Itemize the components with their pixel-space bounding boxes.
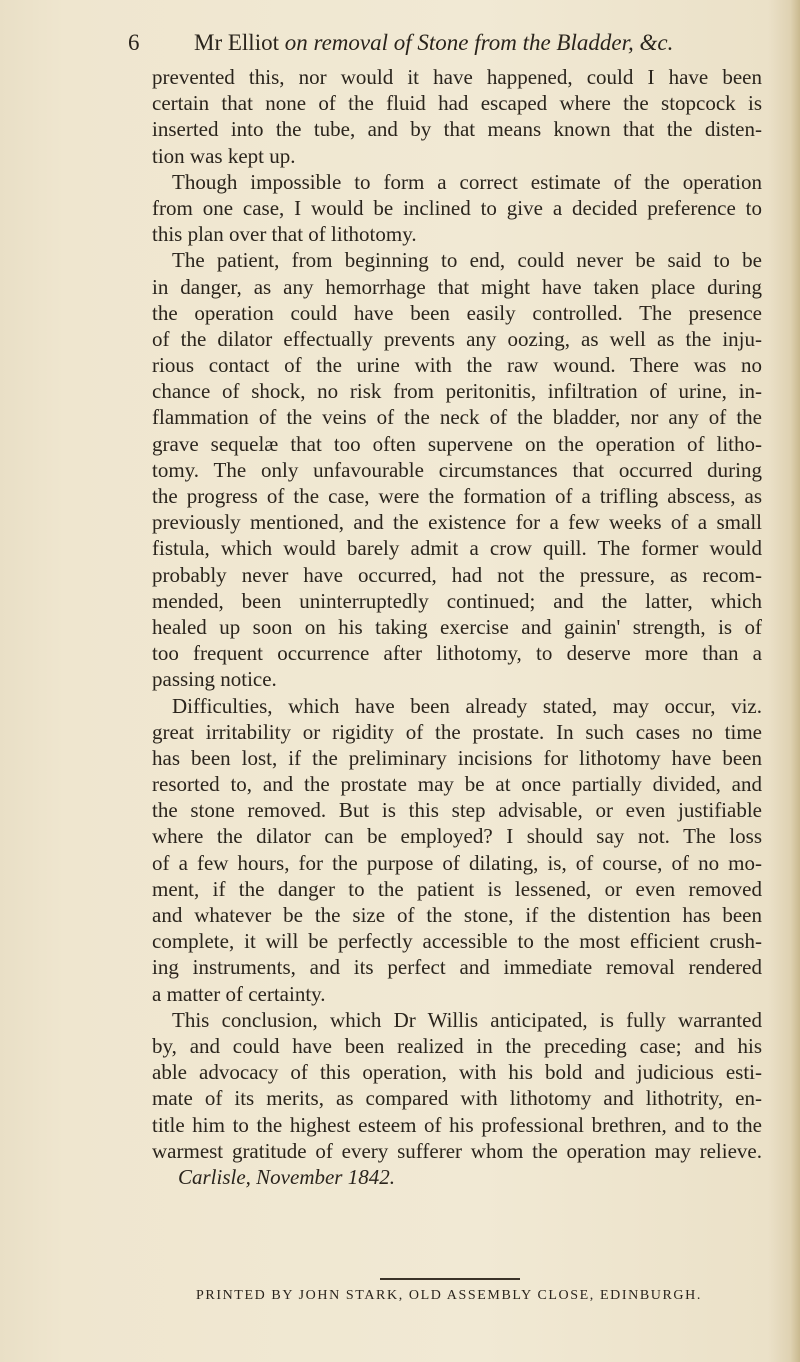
running-header: [128, 30, 748, 62]
text-line: This conclusion, which Dr Willis anticipated, is fully warranted: [172, 1007, 762, 1032]
text-line: this plan over that of lithotomy.: [152, 222, 417, 247]
text-line: tomy. The only unfavourable circumstances that occurred during: [152, 457, 762, 482]
text-line: previously mentioned, and the existence for a few weeks of a small: [152, 510, 762, 535]
text-line: mended, been uninterruptedly continued; and the latter, which: [152, 588, 762, 613]
text-line: a matter of certainty.: [152, 981, 326, 1006]
text-line: grave sequelæ that too often supervene on the operation of litho-: [152, 431, 762, 456]
text-line: chance of shock, no risk from peritonitis, infiltration of urine, in-: [152, 379, 762, 404]
text-line: by, and could have been realized in the preceding case; and his: [152, 1033, 762, 1058]
text-line: title him to the highest esteem of his professional brethren, and to the: [152, 1112, 762, 1137]
text-line: Though impossible to form a correct estimate of the operation: [172, 169, 762, 194]
text-line: rious contact of the urine with the raw wound. There was no: [152, 353, 762, 378]
text-line: warmest gratitude of every sufferer whom the operation may relieve.: [152, 1138, 762, 1163]
text-line: too frequent occurrence after lithotomy, to deserve more than a: [152, 641, 762, 666]
text-line: inserted into the tube, and by that means known that the disten-: [152, 117, 762, 142]
text-line: great irritability or rigidity of the prostate. In such cases no time: [152, 719, 762, 744]
body-text: [152, 64, 762, 1190]
text-line: ment, if the danger to the patient is lessened, or even removed: [152, 876, 762, 901]
text-line: flammation of the veins of the neck of the bladder, nor any of the: [152, 405, 762, 430]
text-line: tion was kept up.: [152, 143, 296, 168]
text-line: The patient, from beginning to end, could never be said to be: [172, 248, 762, 273]
page-edge: [790, 0, 800, 1362]
text-line: passing notice.: [152, 667, 277, 692]
text-line: from one case, I would be inclined to give a decided preference to: [152, 195, 762, 220]
running-title-plain: Mr Elliot: [194, 30, 285, 55]
running-title-italic: on removal of Stone from the Bladder, &c.: [284, 30, 674, 55]
text-line: resorted to, and the prostate may be at once partially divided, and: [152, 772, 762, 797]
text-line: in danger, as any hemorrhage that might have taken place during: [152, 274, 762, 299]
text-line: mate of its merits, as compared with lithotomy and lithotrity, en-: [152, 1086, 762, 1111]
text-line: the operation could have been easily controlled. The presence: [152, 300, 762, 325]
text-line: of the dilator effectually prevents any oozing, as well as the inju-: [152, 326, 762, 351]
text-line: able advocacy of this operation, with his bold and judicious esti-: [152, 1060, 762, 1085]
divider-rule: [380, 1278, 520, 1280]
text-line: healed up soon on his taking exercise and gainin' strength, is of: [152, 614, 762, 639]
running-title: [194, 30, 673, 56]
signature-line: Carlisle, November 1842.: [178, 1164, 395, 1189]
page-number: 6: [128, 30, 140, 55]
text-line: and whatever be the size of the stone, if the distention has been: [152, 903, 762, 927]
text-line: has been lost, if the preliminary incisions for lithotomy have been: [152, 745, 762, 770]
text-line: of a few hours, for the purpose of dilating, is, of course, of no mo-: [152, 850, 762, 875]
text-line: certain that none of the fluid had escaped where the stopcock is: [152, 91, 762, 116]
text-line: ing instruments, and its perfect and immediate removal rendered: [152, 955, 762, 980]
text-line: prevented this, nor would it have happened, could I have been: [152, 65, 762, 89]
text-line: probably never have occurred, had not the pressure, as recom-: [152, 562, 762, 587]
printer-imprint: PRINTED BY JOHN STARK, OLD ASSEMBLY CLOSE, EDINBURGH.: [196, 1288, 702, 1303]
text-line: Difficulties, which have been already stated, may occur, viz.: [172, 693, 762, 718]
text-line: the progress of the case, were the formation of a trifling abscess, as: [152, 484, 762, 508]
text-line: the stone removed. But is this step advisable, or even justifiable: [152, 798, 762, 823]
text-line: complete, it will be perfectly accessible to the most efficient crush-: [152, 929, 762, 954]
text-line: fistula, which would barely admit a crow quill. The former would: [152, 536, 762, 561]
text-line: where the dilator can be employed? I should say not. The loss: [152, 824, 762, 849]
